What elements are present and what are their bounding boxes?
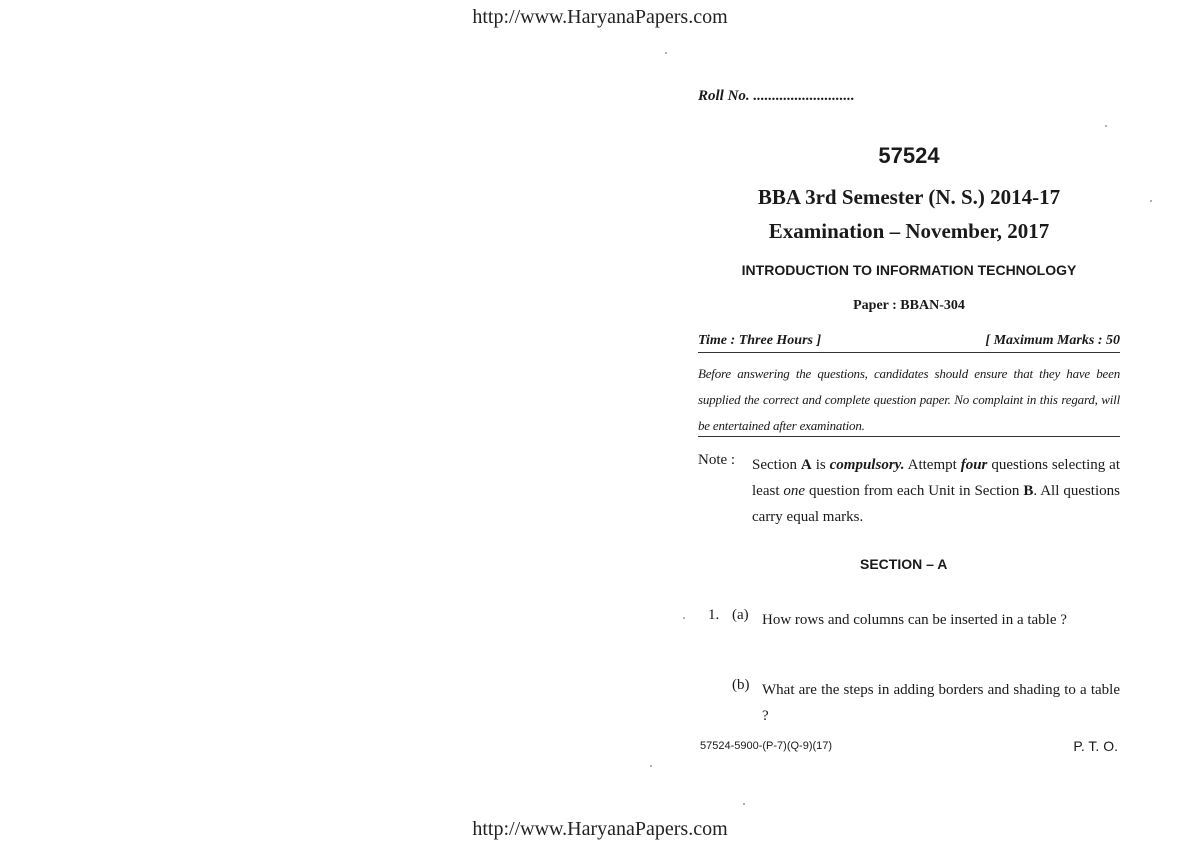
- divider-top: [698, 352, 1120, 353]
- question-text-a: How rows and columns can be inserted in a table ?: [762, 612, 1067, 628]
- question-label-b: (b): [732, 677, 750, 693]
- note-part: Section: [752, 457, 801, 473]
- note-section-b: B: [1023, 483, 1034, 499]
- note-section-a: A: [800, 457, 812, 473]
- note-part: questions selecting at least: [752, 457, 1120, 499]
- note-part: is: [811, 457, 830, 473]
- time-allowed: Time : Three Hours ]: [698, 333, 822, 348]
- note-compulsory: compulsory.: [829, 457, 905, 473]
- course-title: BBA 3rd Semester (N. S.) 2014-17: [757, 185, 1061, 209]
- scan-speck: [683, 617, 685, 619]
- watermark-bottom: http://www.HaryanaPapers.com: [472, 818, 728, 840]
- note-one: one: [783, 483, 806, 499]
- roll-number-field: Roll No. ...........................: [698, 88, 855, 104]
- note-four: four: [960, 457, 988, 473]
- divider-bottom: [698, 436, 1120, 437]
- scan-speck: [665, 52, 667, 54]
- scan-speck: [1105, 125, 1107, 127]
- section-heading: SECTION – A: [860, 556, 948, 572]
- footer-pto: P. T. O.: [1073, 738, 1118, 754]
- note-part: question from each Unit in Section: [805, 483, 1024, 499]
- question-text-b: What are the steps in adding borders and shading to a table ?: [762, 682, 1120, 724]
- note-part: Attempt: [904, 457, 961, 473]
- scan-speck: [1150, 200, 1152, 202]
- footer-code: 57524-5900-(P-7)(Q-9)(17): [700, 740, 833, 752]
- paper-number: Paper : BBAN-304: [853, 298, 965, 313]
- scan-speck: [650, 765, 652, 767]
- note-text: [752, 452, 1120, 530]
- exam-title: Examination – November, 2017: [768, 219, 1050, 243]
- question-number: 1.: [708, 607, 720, 623]
- instruction-text: Before answering the questions, candidates should ensure that they have been supplied the correct and complete question paper. No complaint in this regard, will be entertained after examination.: [698, 366, 1120, 433]
- scan-speck: [743, 803, 745, 805]
- maximum-marks: [ Maximum Marks : 50: [985, 333, 1120, 348]
- subject-title: INTRODUCTION TO INFORMATION TECHNOLOGY: [741, 262, 1077, 278]
- paper-code: 57524: [878, 143, 940, 168]
- question-label-a: (a): [732, 607, 749, 623]
- exam-paper-page: [698, 0, 1120, 849]
- watermark-top: http://www.HaryanaPapers.com: [472, 6, 728, 28]
- note-label: Note :: [698, 452, 736, 468]
- note-part: . All questions carry equal marks.: [752, 483, 1120, 525]
